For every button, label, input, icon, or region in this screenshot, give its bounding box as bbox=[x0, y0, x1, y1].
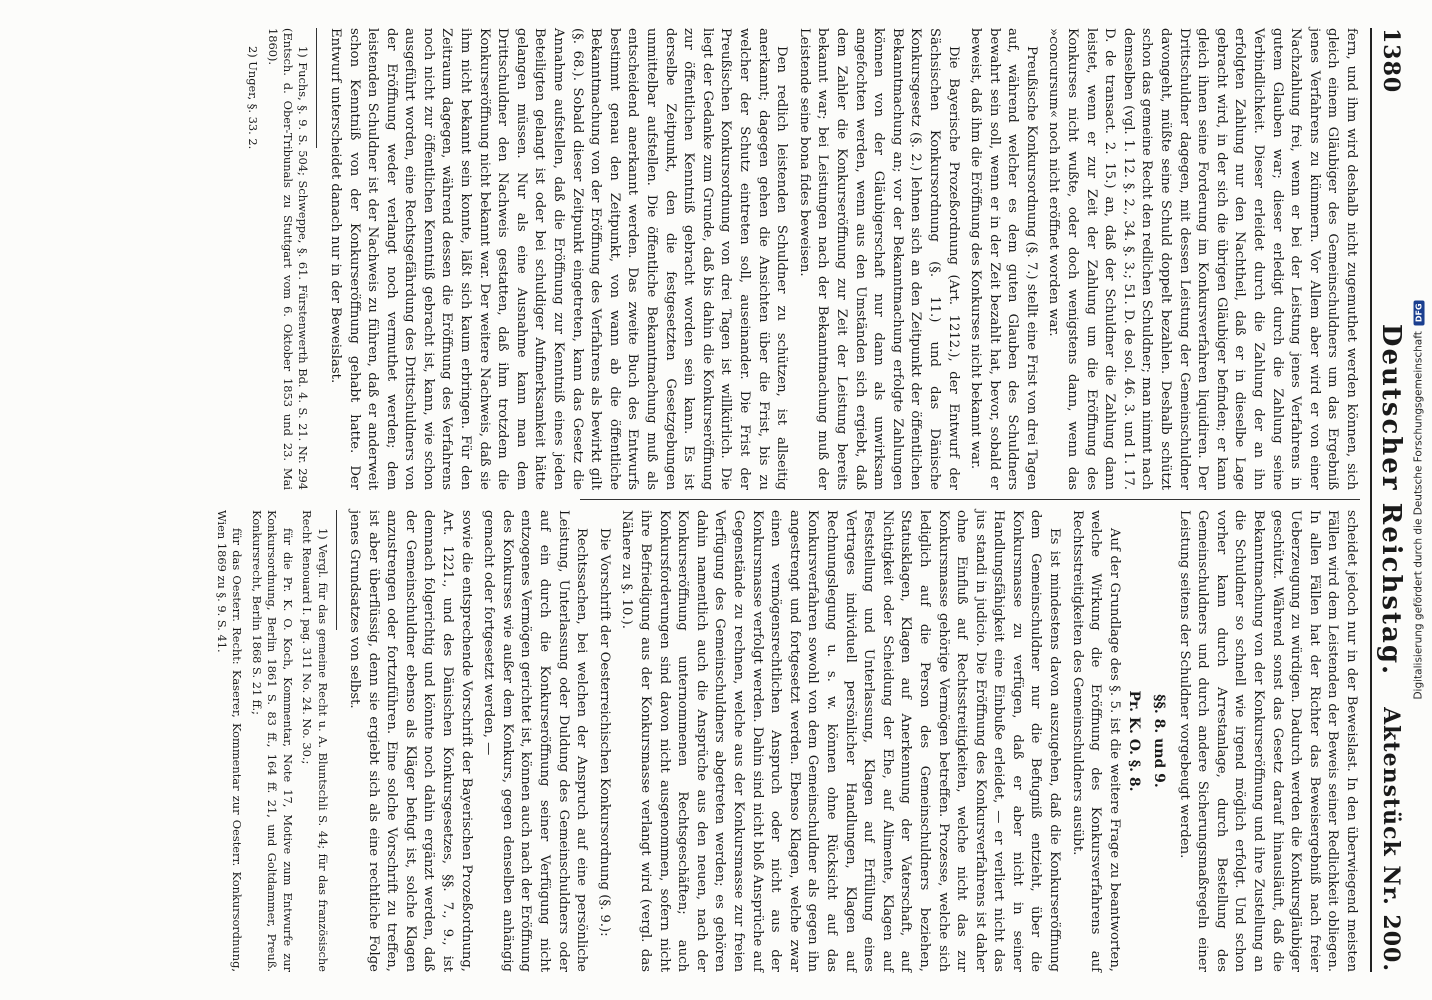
section-reference-heading: Pr. K. O. §. 8. bbox=[1126, 690, 1143, 792]
dfg-logo-icon: DFG bbox=[1414, 300, 1425, 325]
section-number-heading: §§. 8. und 9. bbox=[1151, 694, 1168, 788]
credit-text: Digitalisierung gefördert durch die Deutsche Forschungsgemeinschaft bbox=[1413, 331, 1425, 700]
digitisation-credit bbox=[1408, 0, 1430, 1000]
footnote-divider bbox=[316, 28, 317, 148]
paragraph: Auf der Grundlage des §. 5. ist die weitere Frage zu beantworten, welche Wirkung die Eröffnung des Konkursverfahrens auf Rechtsstreitigkeiten des Gemeinschuldners ausübt. bbox=[1069, 510, 1122, 972]
paragraph: Die Bayerische Prozeßordnung (Art. 1212.), der Entwurf der Sächsischen Konkursordnung (§. 11.) und das Dänische Konkursgesetz (§. 2.) lehnen sich an den Zeitpunkt der öffentlichen Bekanntmachung an; vor der Bekanntmachung erfolgte Zahlungen können von der Gläubigerschaft nur dann als unwirksam angefochten werden, wenn aus den Umständen sich ergiebt, daß dem Zahler die Konkurseröffnung zur Zeit der Leistung bereits bekannt war; bei Leistungen nach der Bekanntmachung muß der Leistende seine bona fides beweisen. bbox=[796, 28, 961, 490]
paragraph: Die Vorschrift der Oesterreichischen Konkursordnung (§. 9.): bbox=[596, 528, 612, 937]
footnote: 1) Fuchs, §. 9. S. 504; Schweppe, §. 61. Fürstenwerth Bd. 4. S. 21. Nr. 294 (Entsch. d. Ober-Tribunals zu Stuttgart vom 6. Oktober 1853 und 23. Mai 1860). bbox=[265, 28, 311, 490]
section-heading: Aktenstück Nr. 200. bbox=[1378, 707, 1404, 972]
footnote: 1) Vergl. für das gemeine Recht u. A. Bluntschli S. 44; für das französische Recht Renouard I. pag. 311 No. 24. No. 30.; bbox=[300, 510, 330, 972]
right-column bbox=[210, 510, 1360, 972]
running-title: Deutscher Reichstag. bbox=[1376, 323, 1406, 677]
page-number: 1380 bbox=[1378, 28, 1404, 94]
page-header bbox=[1370, 28, 1408, 972]
paragraph: Es ist mindestens davon auszugehen, daß die Konkurseröffnung dem Gemeinschuldner nur die Befugniß entzieht, über die Konkursmasse zu verfügen, daß er aber nicht in seiner Handlungsfähigkeit eine Einbuße erleidet, — er verliert nicht das jus standi in judicio. Die Eröffnung des Konkursverfahrens ist daher ohne Einfluß auf Rechtsstreitigkeiten, welche nicht das zur Konkursmasse gehörige Vermögen betreffen. Prozesse, welche sich lediglich auf die Person des Gemeinschuldners beziehen, Statusklagen, Klagen auf Anerkennung der Vaterschaft, auf Nichtigkeit oder Scheidung der Ehe, auf Alimente, Klagen auf Feststellung und Unterlassung, Klagen auf Erfüllung eines Vertrages individuell persönlicher Handlungen, Klagen auf Rechnungslegung u. s. w. können ohne Rücksicht auf das Konkursverfahren sowohl von dem Gemeinschuldner als gegen ihn angestrengt und fortgesetzt werden. Ebenso Klagen, welche zwar einen vermögensrechtlichen Anspruch oder nicht aus der Konkursmasse verfolgt werden. Dahin sind nicht bloß Ansprüche auf Gegenstände zu rechnen, welche aus der Konkursmasse zur freien Verfügung des Gemeinschuldners abgetreten werden; es gehören dahin namentlich auch die Ansprüche aus den neuen, nach der Konkurseröffnung unternommenen Rechtsgeschäften; auch Konkursforderungen sind davon nicht ausgenommen, sofern nicht ihre Befriedigung aus der Konkursmasse verlangt wird (vergl. das Nähere zu §. 10.). bbox=[619, 510, 1063, 972]
paragraph: scheidet jedoch nur in der Beweislast. In den überwiegend meisten Fällen wird dem Leistenden der Beweis seiner Redlichkeit obliegen. In allen Fällen hat der Richter das Beweisergebniß nach freier Ueberzeugung zu würdigen. Dadurch werden die Konkursgläubiger geschützt. Während sonst das Gesetz darauf hinausläuft, daß die Bekanntmachung von der Konkurseröffnung und ihre Zustellung an die Schuldner so schnell wie irgend möglich erfolgt. Und schon vorher kann durch Arrestanlage, durch Bestellung des Gemeinschuldners und durch andere Sicherungsmaßregeln einer Leistung seitens der Schuldner vorgebeugt werden. bbox=[1176, 510, 1359, 972]
footnote: für das Oesterr. Recht: Kaserer, Kommentar zur Oesterr. Konkursordnung, Wien 1869 zu §. 9. S. 41. bbox=[215, 510, 245, 972]
left-column bbox=[241, 28, 1360, 490]
paragraph: Preußische Konkursordnung (§. 7.) stellt eine Frist von drei Tagen auf, während welcher es dem guten Glauben des Schuldners bewahrt sein soll, wenn er in der Zeit bezahlt hat, bevor, sobald er beweist, daß ihm die Eröffnung des Konkurses nicht bekannt war. bbox=[968, 28, 1039, 490]
footnote: 2) Unger, §. 33. 2. bbox=[246, 46, 261, 150]
footnote: für die Pr. K. O. Koch, Kommentar, Note 17, Motive zum Entwurfe zur Konkursordnung, Berlin 1861 S. 83 ff., 164 ff. 21, und Goltdammer, Preuß. Konkursrecht, Berlin 1868 S. 21 ff.; bbox=[249, 510, 295, 972]
paragraph: sowie die entsprechende Vorschrift der Bayerischen Prozeßordnung, Art. 1221., und des Dänischen Konkursgesetzes, §§. 7., 9., ist demnach folgerichtig und könnte noch dahin ergänzt werden, daß der Gemeinschuldner ebenso als Kläger befugt ist, solche Klagen anzustrengen oder fortzuführen. Eine solche Vorschrift zu treffen, ist aber überflüssig, denn sie ergiebt sich als eine rechtliche Folge jenes Grundsatzes von selbst. bbox=[347, 510, 474, 972]
paragraph: fern, und ihm wird deshalb nicht zugemuthet werden können, sich gleich einem Gläubiger des Gemeinschuldners um das Ergebniß jenes Verfahrens zu kümmern. Vor Allem aber wird er von einer Nachzahlung frei, wenn er bei der Leistung jenes Verfahrens in gutem Glauben war; dieser erledigt durch die Zahlung seine Verbindlichkeit. Dieser erleidet durch die Zahlung der an ihn erfolgten Zahlung nur den Nachtheil, daß er in dieselbe Lage gebracht wird, in der sich die übrigen Gläubiger befinden; er kann gleich ihnen seine Forderung im Konkursverfahren liquidiren. Der Drittschuldner dagegen, mit dessen Leistung der Gemeinschuldner davongeht, müßte seine Schuld doppelt bezahlen. Deshalb schützt schon das gemeine Recht den redlichen Schuldner; man nimmt nach demselben (vgl. 1. 12. §. 2., 34. §. 3.; 51. D. de sol. 46. 3. und 1. 17. D. de transact. 2. 15.) an, daß der Schuldner die Zahlung dann leistet, wenn er zur Zeit der Zahlung um die Eröffnung des Konkurses nicht wußte, oder doch wenigstens dann, wenn das »concursum« noch nicht eröffnet worden war. bbox=[1046, 28, 1359, 490]
footnote-divider bbox=[336, 510, 337, 630]
paragraph: Den redlich leistenden Schuldner zu schützen, ist allseitig anerkannt; dagegen gehen die Ansichten über die Frist, bis zu welcher der Schutz eintreten soll, auseinander. Die Frist der Preußischen Konkursordnung von drei Tagen ist willkürlich. Die liegt der Gedanke zum Grunde, daß bis dahin die Konkurseröffnung zur öffentlichen Kenntniß gebracht worden sein kann. Es ist derselbe Zeitpunkt, den die festgesetzten Gesetzgebungen unmittelbar aufstellen. Die öffentliche Bekanntmachung muß als entscheidend anerkannt werden. Das zweite Buch des Entwurfs bestimmt genau den Zeitpunkt, von wann ab die öffentliche Bekanntmachung von der Eröffnung des Verfahrens als bewirkt gilt (§. 68.). Sobald dieser Zeitpunkt eingetreten, kann das Gesetz die Annahme aufstellen, daß die Eröffnung zur Kenntniß eines jeden Beteiligten gelangt ist oder bei schuldiger Aufmerksamkeit hätte gelangen müssen. Nur als eine Ausnahme kann man dem Drittschuldner den Nachweis gestatten, daß ihm trotzdem die Konkurseröffnung nicht bekannt war. Der weitere Nachweis, daß sie ihm nicht bekannt sein konnte, läßt sich kaum erbringen. Für den Zeitraum dagegen, während dessen die Eröffnung des Verfahrens noch nicht zur öffentlichen Kenntniß gebracht ist, kann, wie schon ausgeführt worden, eine Rechtsgefährdung des Drittschuldners von der Eröffnung weder verlangt noch vermuthet werden; dem leistenden Schuldner ist der Nachweis zu führen, daß er anderweit schon Kenntniß von der Konkurseröffnung gehabt hatte. Der Entwurf unterscheidet danach nur in der Beweislast. bbox=[327, 28, 790, 490]
column-divider bbox=[580, 499, 1360, 500]
quoted-paragraph: Rechtssachen, bei welchen der Anspruch auf eine persönliche Leistung, Unterlassung oder Duldung des Gemeinschuldners oder auf ein durch die Konkurseröffnung seiner Verfügung nicht entzogenes Vermögen gerichtet ist, können auch nach der Eröffnung des Konkurses wie außer dem Konkurs, gegen denselben anhängig gemacht oder fortgesetzt werden, — bbox=[481, 510, 590, 972]
